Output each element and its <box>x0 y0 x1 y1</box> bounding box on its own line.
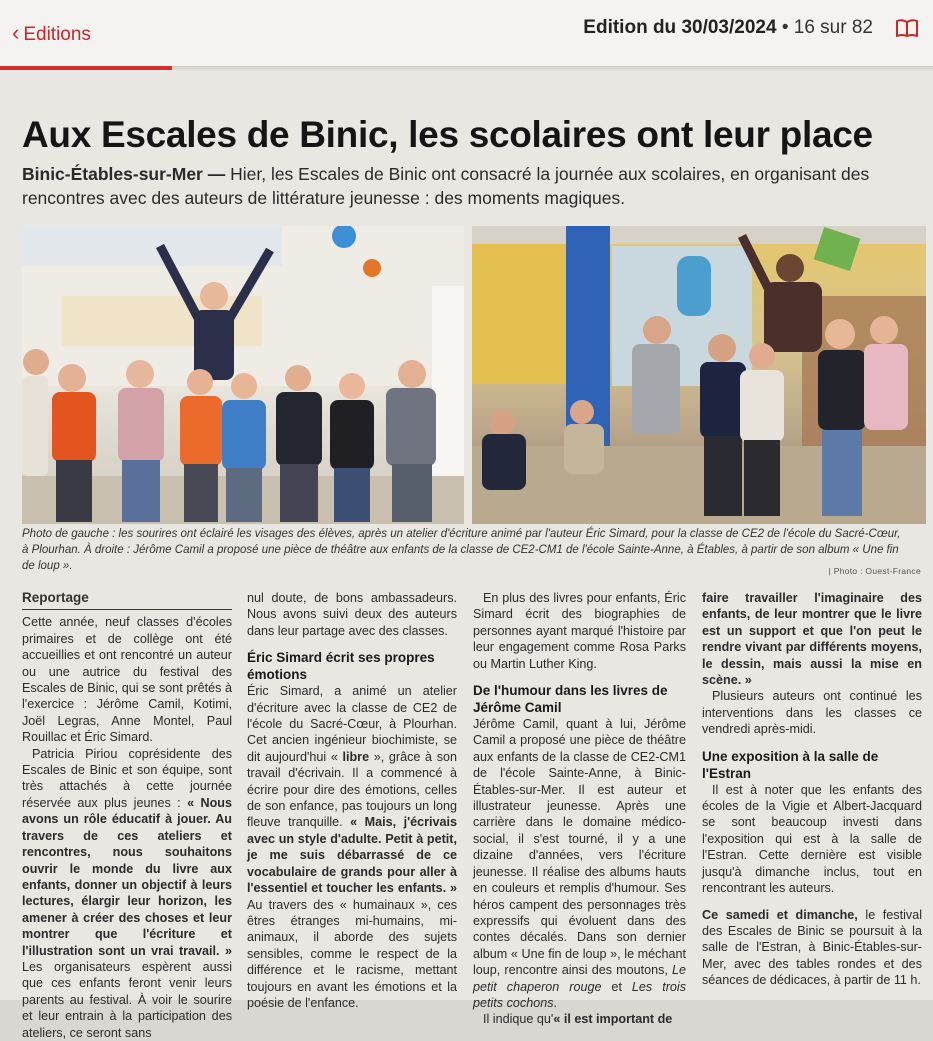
section-rubric: Reportage <box>22 590 232 610</box>
open-book-icon[interactable] <box>895 18 919 38</box>
text-run: et <box>601 979 632 994</box>
subheading: Éric Simard écrit ses propres émotions <box>247 650 435 683</box>
quote-paragraph: faire travailler l'imaginaire des enfants, de leur montrer que le livre est un support et que l'on peut le rendre vivant par différents moyens, le dessin, mais aussi la mise en scène. » <box>702 591 922 688</box>
article-column-4 <box>702 590 922 989</box>
paragraph <box>702 907 922 989</box>
back-label: Editions <box>23 24 91 45</box>
text-run: Jérôme Camil, quant à lui, Jérôme Camil a proposé une pièce de théâtre aux enfants de la classe de CE2-CM1 de l'école Sainte-Anne, à Binic-Étables-sur-Mer. Il est auteur et illustrateur jeunesse. Après une carrière dans le domaine médico-social, il s'est tourné, il y a une dizaine d'années, vers l'écriture jeunesse. Il réalise des albums hauts en couleurs et remplis d'humour. Ses héros campent des personnages très expressifs qui évoluent dans des contes décalés. Dans son dernier album « Une fin de loup », le méchant loup, rencontre ainsi des moutons, <box>473 717 686 978</box>
photo-right-scene <box>472 226 926 524</box>
article-column-3 <box>473 590 686 1028</box>
text-run: Il indique qu' <box>483 1012 554 1027</box>
chevron-left-icon: ‹ <box>12 20 20 45</box>
edition-info <box>583 17 873 39</box>
book-title: Le petit chaperon rouge <box>473 963 686 994</box>
article-headline: Aux Escales de Binic, les scolaires ont leur place <box>22 114 873 155</box>
subheading: De l'humour dans les livres de Jérôme Camil <box>473 683 668 716</box>
text-run: Les organisateurs espèrent aussi que ces enfants feront venir leurs parents au festival. À voir le sourire et leur entrain à la participation des ateliers, ce seront sans <box>22 959 232 1040</box>
article-column-2 <box>247 590 457 1011</box>
quote: « Nous avons un rôle éducatif à jouer. Au travers de ces ateliers et rencontres, nous souhaitons ouvrir le monde du livre aux enfants, donner un objectif à leurs lectures, élargir leur horizon, les amener à créer des choses et leur montrer que l'écriture et l'illustration sont un vrai travail. » <box>22 795 232 958</box>
text-run: », grâce à son travail d'écrivain. Il a commencé à écrire pour dire des émotions, celles de son enfance, pas toujours un long fleuve tranquille. <box>247 749 458 830</box>
photo-credit: | Photo : Ouest-France <box>828 566 921 576</box>
paragraph: Cette année, neuf classes d'écoles primaires et de collège ont été accueillies et ont rencontré un auteur ou une autrice du festival des Escales de Binic, qui se sont prêtés à l'exercice : Jérôme Camil, Kotimi, Joël Legras, Anne Montel, Paul Rouillac et Éric Simard. <box>22 615 232 745</box>
paragraph <box>473 716 686 1011</box>
quote: « il est important de <box>553 1012 673 1027</box>
photo-left-scene <box>22 226 464 524</box>
book-title: Les trois petits cochons <box>473 979 686 1010</box>
bold-word: libre <box>342 749 370 764</box>
paragraph: Plusieurs auteurs ont continué les interventions dans les classes ce vendredi après-midi. <box>702 689 922 737</box>
bold-lead: Ce samedi et dimanche, <box>702 907 858 922</box>
photo-left <box>22 226 464 524</box>
photo-right <box>472 226 926 524</box>
paragraph <box>247 683 457 1011</box>
paragraph <box>473 1011 686 1027</box>
photo-caption: Photo de gauche : les sourires ont éclairé les visages des élèves, après un atelier d'écriture animé par l'auteur Éric Simard, pour la classe de CE2 de l'école du Sacré-Cœur, à Plourhan. À droite : Jérôme Camil a proposé une pièce de théâtre aux enfants de la classe de CE2-CM1 de l'école Sainte-Anne, à Étables, à partir de son album « Une fin de loup ». <box>22 528 901 572</box>
paragraph: En plus des livres pour enfants, Éric Simard écrit des biographies de personnes ayant marqué l'histoire par leur engagement comme Rosa Parks ou Martin Luther King. <box>473 591 686 671</box>
lede-place: Binic-Étables-sur-Mer — <box>22 164 226 184</box>
article-column-1 <box>22 590 232 1041</box>
article-lede <box>22 162 922 210</box>
text-run: le festival des Escales de Binic se poursuit à la salle de l'Estran, à Binic-Étables-sur-Mer, avec des tables rondes et des séances de dédicaces, à partir de 11 h. <box>702 907 922 988</box>
page-counter: 16 sur 82 <box>793 17 873 38</box>
paragraph <box>22 746 232 1041</box>
text-run: Au travers des « humainaux », ces êtres étranges mi-humains, mi-animaux, il aborde des sujets sensibles, comme le respect de la différence et le racisme, mettant toujours en avant les émotions et la poésie de l'enfance. <box>247 897 457 1010</box>
newspaper-page <box>0 70 933 1040</box>
paragraph: nul doute, de bons ambassadeurs. Nous avons suivi deux des auteurs dans leur partage avec des classes. <box>247 591 457 638</box>
back-to-editions-button[interactable] <box>12 20 91 46</box>
quote: « Mais, j'écrivais avec un style d'adulte. Petit à petit, je me suis débarrassé de ce vocabulaire de grands pour aller à l'essentiel et toucher les enfants. » <box>247 815 457 896</box>
separator-dot: • <box>781 17 789 38</box>
paragraph: Il est à noter que les enfants des écoles de la Vigie et Albert-Jacquard se sont beaucoup investi dans l'exposition qui est à la salle de l'Estran. Cette dernière est visible jusqu'à dimanche inclus, tout en rencontrant les auteurs. <box>702 782 922 896</box>
edition-date: Edition du 30/03/2024 <box>583 17 777 38</box>
lede-text: Hier, les Escales de Binic ont consacré la journée aux scolaires, en organisant des rencontres avec des auteurs de littérature jeunesse : des moments magiques. <box>22 164 870 208</box>
top-bar <box>0 0 933 67</box>
text-run: . <box>553 995 558 1010</box>
text-run: Patricia Piriou coprésidente des Escales de Binic et son équipe, sont très attachés à cette journée réservée aux plus jeunes : <box>22 746 232 810</box>
text-run: Éric Simard, a animé un atelier d'écriture avec la classe de CE2 de l'école du Sacré-Cœur, à Plourhan. Cet ancien ingénieur biochimiste, se dit aujourd'hui « <box>247 684 457 764</box>
subheading: Une exposition à la salle de l'Estran <box>702 748 879 781</box>
